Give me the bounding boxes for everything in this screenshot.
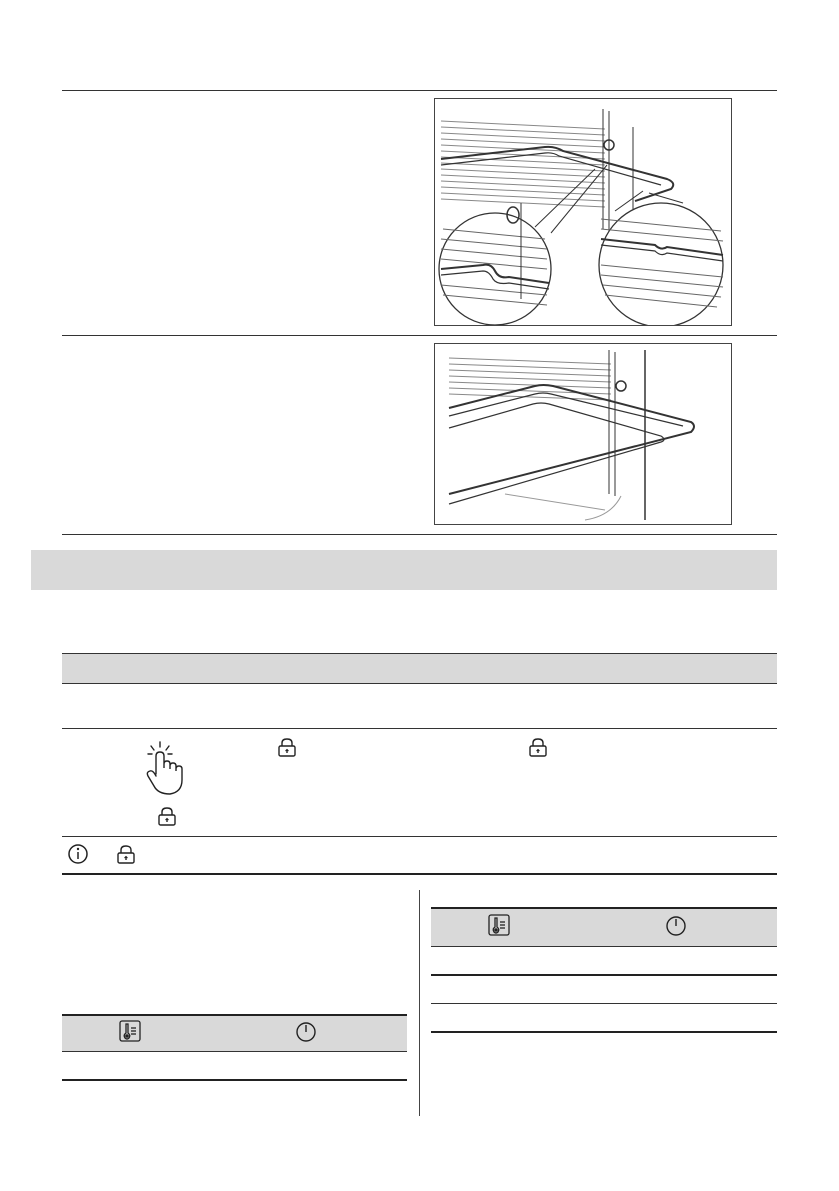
oven-shelf-rail-illustration [435,99,731,325]
thermometer-icon [119,1020,141,1042]
right-table-header [431,908,777,946]
shelf-support-figure [434,98,732,326]
left-table-header [62,1015,407,1051]
column-divider [419,890,420,1116]
left-table-header-rule [62,1051,407,1052]
left-table-bottom-rule [62,1079,407,1081]
figure-divider-rule [62,335,777,336]
lock-icon [277,737,297,757]
figure-bottom-rule [62,534,777,535]
lock-icon [157,806,177,826]
table-rule-2 [62,683,777,684]
section-heading-band [31,550,777,590]
table-rule-4 [62,836,777,837]
clock-icon [665,915,687,937]
key-lock-table-header [62,653,777,683]
oven-tray-insert-illustration [435,344,731,524]
touch-hand-icon [140,740,188,796]
left-table-top-rule [62,1014,407,1016]
right-table-header-rule [431,946,777,947]
table-rule-3 [62,728,777,729]
thermometer-icon [488,914,510,936]
lock-icon [528,737,548,757]
lock-icon [116,844,136,864]
table-bottom-rule [62,873,777,875]
right-table-rule-2 [431,974,777,976]
right-table-top-rule [431,907,777,909]
info-icon [67,843,89,865]
clock-icon [295,1021,317,1043]
tray-insert-figure [434,343,732,525]
table-rule-1 [62,653,777,654]
top-rule [62,90,777,91]
right-table-bottom-rule [431,1031,777,1033]
right-table-rule-3 [431,1003,777,1004]
